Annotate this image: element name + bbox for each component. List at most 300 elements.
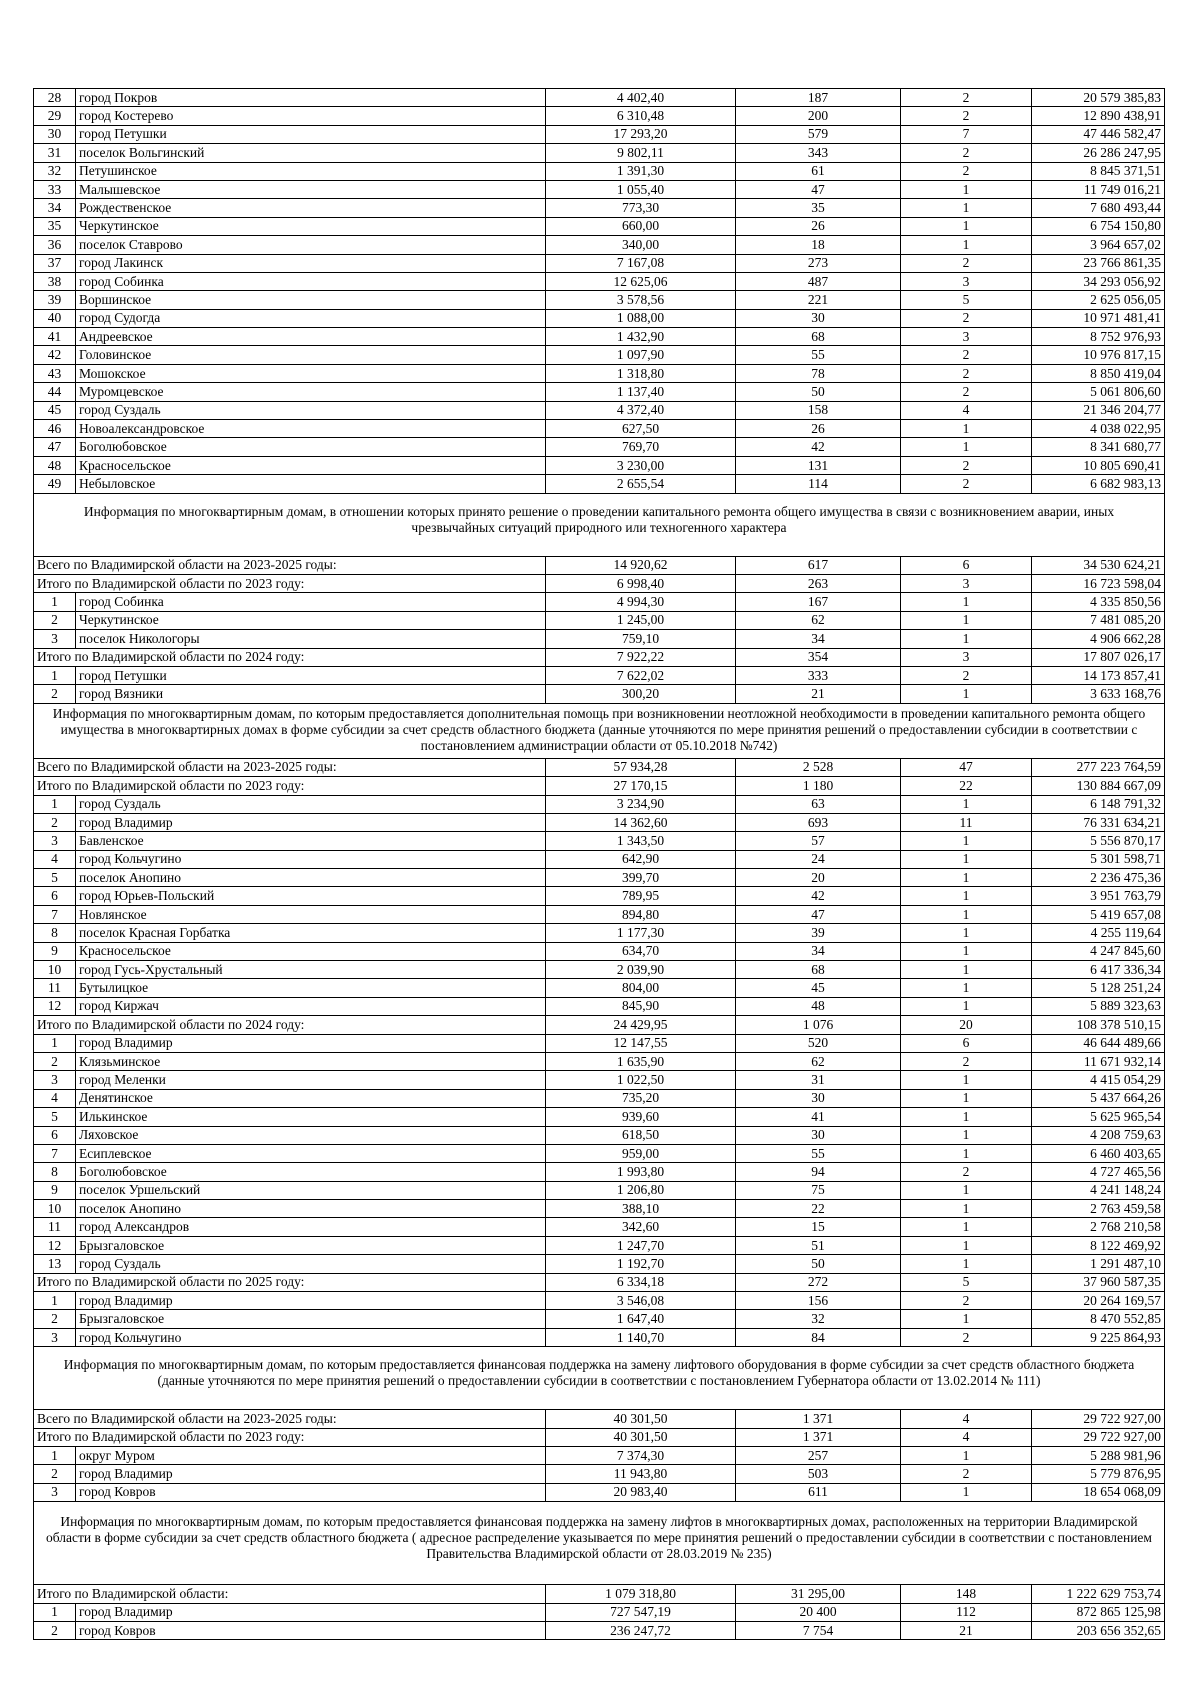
table-row — [34, 630, 1165, 648]
residents-cell: 35 — [736, 199, 901, 217]
row-number-cell: 43 — [34, 364, 76, 382]
residents-cell: 15 — [736, 1218, 901, 1236]
residents-cell: 78 — [736, 364, 901, 382]
cost-cell: 5 779 876,95 — [1032, 1465, 1165, 1483]
table-row — [34, 1052, 1165, 1070]
residents-cell: 131 — [736, 456, 901, 474]
cost-cell: 4 208 759,63 — [1032, 1126, 1165, 1144]
municipality-cell: город Александров — [76, 1218, 546, 1236]
cost-cell: 6 417 336,34 — [1032, 961, 1165, 979]
table-row — [34, 438, 1165, 456]
table-row — [34, 89, 1165, 107]
table-row — [34, 1328, 1165, 1346]
residents-cell: 39 — [736, 924, 901, 942]
houses-cell: 1 — [901, 1126, 1032, 1144]
row-number-cell: 2 — [34, 1621, 76, 1639]
table-row — [34, 1585, 1165, 1603]
cost-cell: 6 754 150,80 — [1032, 217, 1165, 235]
residents-cell: 156 — [736, 1292, 901, 1310]
area-cell: 1 079 318,80 — [546, 1585, 736, 1603]
cost-cell: 6 460 403,65 — [1032, 1144, 1165, 1162]
area-cell: 20 983,40 — [546, 1483, 736, 1501]
cost-cell: 23 766 861,35 — [1032, 254, 1165, 272]
cost-cell: 6 682 983,13 — [1032, 475, 1165, 493]
row-number-cell: 36 — [34, 236, 76, 254]
municipality-cell: Новоалександровское — [76, 420, 546, 438]
cost-cell: 2 625 056,05 — [1032, 291, 1165, 309]
houses-cell: 2 — [901, 254, 1032, 272]
houses-cell: 1 — [901, 630, 1032, 648]
municipality-cell: город Юрьев-Польский — [76, 887, 546, 905]
cost-cell: 130 884 667,09 — [1032, 777, 1165, 795]
table-row — [34, 254, 1165, 272]
municipality-cell: Илькинское — [76, 1108, 546, 1126]
table-row — [34, 593, 1165, 611]
cost-cell: 203 656 352,65 — [1032, 1621, 1165, 1639]
residents-cell: 354 — [736, 648, 901, 666]
cost-cell: 47 446 582,47 — [1032, 125, 1165, 143]
cost-cell: 8 752 976,93 — [1032, 328, 1165, 346]
area-cell: 7 374,30 — [546, 1447, 736, 1465]
residents-cell: 68 — [736, 328, 901, 346]
houses-cell: 11 — [901, 813, 1032, 831]
table-body — [34, 89, 1165, 1640]
section-note-row — [34, 1502, 1165, 1585]
table-row — [34, 997, 1165, 1015]
residents-cell: 693 — [736, 813, 901, 831]
row-number-cell: 3 — [34, 1328, 76, 1346]
municipality-cell: Денятинское — [76, 1089, 546, 1107]
cost-cell: 4 255 119,64 — [1032, 924, 1165, 942]
residents-cell: 18 — [736, 236, 901, 254]
total-label-cell: Всего по Владимирской области на 2023-2025 годы: — [34, 1410, 546, 1428]
residents-cell: 61 — [736, 162, 901, 180]
area-cell: 57 934,28 — [546, 758, 736, 776]
municipality-cell: город Суздаль — [76, 1255, 546, 1273]
document-page — [33, 88, 1164, 1640]
municipality-cell: Красносельское — [76, 942, 546, 960]
residents-cell: 503 — [736, 1465, 901, 1483]
houses-cell: 1 — [901, 1255, 1032, 1273]
houses-cell: 1 — [901, 832, 1032, 850]
row-number-cell: 39 — [34, 291, 76, 309]
houses-cell: 1 — [901, 438, 1032, 456]
houses-cell: 2 — [901, 475, 1032, 493]
area-cell: 1 097,90 — [546, 346, 736, 364]
houses-cell: 1 — [901, 942, 1032, 960]
houses-cell: 2 — [901, 1292, 1032, 1310]
municipality-cell: Небыловское — [76, 475, 546, 493]
area-cell: 727 547,19 — [546, 1603, 736, 1621]
municipality-cell: город Владимир — [76, 1292, 546, 1310]
houses-cell: 1 — [901, 236, 1032, 254]
cost-cell: 5 419 657,08 — [1032, 905, 1165, 923]
municipality-cell: Андреевское — [76, 328, 546, 346]
cost-cell: 2 768 210,58 — [1032, 1218, 1165, 1236]
cost-cell: 26 286 247,95 — [1032, 144, 1165, 162]
row-number-cell: 1 — [34, 1447, 76, 1465]
row-number-cell: 11 — [34, 979, 76, 997]
residents-cell: 187 — [736, 89, 901, 107]
row-number-cell: 1 — [34, 593, 76, 611]
cost-cell: 37 960 587,35 — [1032, 1273, 1165, 1291]
houses-cell: 1 — [901, 593, 1032, 611]
residents-cell: 62 — [736, 611, 901, 629]
houses-cell: 1 — [901, 1483, 1032, 1501]
residents-cell: 1 371 — [736, 1410, 901, 1428]
total-label-cell: Итого по Владимирской области по 2023 году: — [34, 1428, 546, 1446]
houses-cell: 2 — [901, 666, 1032, 684]
area-cell: 1 318,80 — [546, 364, 736, 382]
houses-cell: 2 — [901, 309, 1032, 327]
residents-cell: 20 400 — [736, 1603, 901, 1621]
residents-cell: 20 — [736, 869, 901, 887]
houses-cell: 7 — [901, 125, 1032, 143]
row-number-cell: 44 — [34, 383, 76, 401]
table-row — [34, 574, 1165, 592]
row-number-cell: 3 — [34, 1071, 76, 1089]
area-cell: 1 432,90 — [546, 328, 736, 346]
residents-cell: 41 — [736, 1108, 901, 1126]
houses-cell: 1 — [901, 1089, 1032, 1107]
section-note-row — [34, 493, 1165, 556]
table-row — [34, 777, 1165, 795]
area-cell: 735,20 — [546, 1089, 736, 1107]
section-note: Информация по многоквартирным домам, в отношении которых принято решение о проведении капитального ремонта общего имущества в связи с возникновением аварии, иных чрезвычайных ситуаций природного или техногенного характера — [34, 493, 1165, 556]
municipality-cell: Рождественское — [76, 199, 546, 217]
residents-cell: 50 — [736, 383, 901, 401]
cost-cell: 5 437 664,26 — [1032, 1089, 1165, 1107]
table-row — [34, 832, 1165, 850]
area-cell: 4 372,40 — [546, 401, 736, 419]
municipality-cell: город Собинка — [76, 272, 546, 290]
row-number-cell: 47 — [34, 438, 76, 456]
area-cell: 1 140,70 — [546, 1328, 736, 1346]
table-row — [34, 795, 1165, 813]
cost-cell: 20 264 169,57 — [1032, 1292, 1165, 1310]
municipality-cell: Боголюбовское — [76, 1163, 546, 1181]
table-row — [34, 1200, 1165, 1218]
table-row — [34, 1126, 1165, 1144]
row-number-cell: 13 — [34, 1255, 76, 1273]
row-number-cell: 34 — [34, 199, 76, 217]
table-row — [34, 611, 1165, 629]
residents-cell: 26 — [736, 420, 901, 438]
cost-cell: 34 293 056,92 — [1032, 272, 1165, 290]
residents-cell: 75 — [736, 1181, 901, 1199]
municipality-cell: поселок Ставрово — [76, 236, 546, 254]
municipality-cell: город Судогда — [76, 309, 546, 327]
area-cell: 1 635,90 — [546, 1052, 736, 1070]
municipality-cell: город Петушки — [76, 666, 546, 684]
row-number-cell: 7 — [34, 905, 76, 923]
table-row — [34, 1292, 1165, 1310]
table-row — [34, 456, 1165, 474]
table-row — [34, 1071, 1165, 1089]
row-number-cell: 1 — [34, 1034, 76, 1052]
houses-cell: 1 — [901, 850, 1032, 868]
municipality-cell: поселок Анопино — [76, 1200, 546, 1218]
table-row — [34, 1447, 1165, 1465]
houses-cell: 5 — [901, 291, 1032, 309]
cost-cell: 29 722 927,00 — [1032, 1410, 1165, 1428]
houses-cell: 4 — [901, 401, 1032, 419]
residents-cell: 57 — [736, 832, 901, 850]
municipality-cell: город Гусь-Хрустальный — [76, 961, 546, 979]
residents-cell: 55 — [736, 346, 901, 364]
area-cell: 789,95 — [546, 887, 736, 905]
residents-cell: 221 — [736, 291, 901, 309]
residents-cell: 31 — [736, 1071, 901, 1089]
cost-cell: 8 122 469,92 — [1032, 1236, 1165, 1254]
houses-cell: 20 — [901, 1016, 1032, 1034]
municipality-cell: Ляховское — [76, 1126, 546, 1144]
table-row — [34, 125, 1165, 143]
houses-cell: 1 — [901, 685, 1032, 703]
cost-cell: 8 470 552,85 — [1032, 1310, 1165, 1328]
residents-cell: 34 — [736, 942, 901, 960]
area-cell: 1 022,50 — [546, 1071, 736, 1089]
table-row — [34, 924, 1165, 942]
municipality-cell: Красносельское — [76, 456, 546, 474]
residents-cell: 2 528 — [736, 758, 901, 776]
municipality-cell: поселок Анопино — [76, 869, 546, 887]
table-row — [34, 291, 1165, 309]
houses-cell: 2 — [901, 1465, 1032, 1483]
municipality-cell: город Кольчугино — [76, 1328, 546, 1346]
cost-cell: 7 481 085,20 — [1032, 611, 1165, 629]
area-cell: 1 343,50 — [546, 832, 736, 850]
row-number-cell: 3 — [34, 832, 76, 850]
cost-cell: 29 722 927,00 — [1032, 1428, 1165, 1446]
row-number-cell: 37 — [34, 254, 76, 272]
area-cell: 4 994,30 — [546, 593, 736, 611]
residents-cell: 24 — [736, 850, 901, 868]
row-number-cell: 29 — [34, 107, 76, 125]
area-cell: 769,70 — [546, 438, 736, 456]
total-label-cell: Итого по Владимирской области по 2023 году: — [34, 574, 546, 592]
cost-cell: 872 865 125,98 — [1032, 1603, 1165, 1621]
houses-cell: 1 — [901, 905, 1032, 923]
area-cell: 388,10 — [546, 1200, 736, 1218]
row-number-cell: 11 — [34, 1218, 76, 1236]
houses-cell: 4 — [901, 1410, 1032, 1428]
table-row — [34, 887, 1165, 905]
section-note: Информация по многоквартирным домам, по которым предоставляется финансовая поддержка на замену лифтов в многоквартирных домах, расположенных на территории Владимирской области в форме субсидии за счет средств областного бюджета ( адресное распределение указывается по мере принятия решений о предоставлении субсидии в соответствии с постановлением Правительства Владимирской области от 28.03.2019 № 235) — [34, 1502, 1165, 1585]
houses-cell: 1 — [901, 1236, 1032, 1254]
row-number-cell: 2 — [34, 611, 76, 629]
row-number-cell: 8 — [34, 924, 76, 942]
area-cell: 300,20 — [546, 685, 736, 703]
area-cell: 11 943,80 — [546, 1465, 736, 1483]
houses-cell: 1 — [901, 1181, 1032, 1199]
table-row — [34, 1410, 1165, 1428]
total-label-cell: Итого по Владимирской области по 2023 году: — [34, 777, 546, 795]
municipality-cell: город Кольчугино — [76, 850, 546, 868]
table-row — [34, 1108, 1165, 1126]
total-label-cell: Всего по Владимирской области на 2023-2025 годы: — [34, 758, 546, 776]
residents-cell: 26 — [736, 217, 901, 235]
table-row — [34, 475, 1165, 493]
area-cell: 773,30 — [546, 199, 736, 217]
residents-cell: 263 — [736, 574, 901, 592]
houses-cell: 1 — [901, 795, 1032, 813]
municipality-cell: город Покров — [76, 89, 546, 107]
row-number-cell: 2 — [34, 813, 76, 831]
area-cell: 1 391,30 — [546, 162, 736, 180]
residents-cell: 1 371 — [736, 1428, 901, 1446]
municipality-cell: город Ковров — [76, 1483, 546, 1501]
cost-cell: 12 890 438,91 — [1032, 107, 1165, 125]
cost-cell: 5 061 806,60 — [1032, 383, 1165, 401]
row-number-cell: 9 — [34, 942, 76, 960]
residents-cell: 21 — [736, 685, 901, 703]
houses-cell: 1 — [901, 611, 1032, 629]
houses-cell: 1 — [901, 1071, 1032, 1089]
area-cell: 1 647,40 — [546, 1310, 736, 1328]
houses-cell: 2 — [901, 346, 1032, 364]
total-label-cell: Итого по Владимирской области по 2025 году: — [34, 1273, 546, 1291]
houses-cell: 112 — [901, 1603, 1032, 1621]
area-cell: 1 088,00 — [546, 309, 736, 327]
area-cell: 939,60 — [546, 1108, 736, 1126]
area-cell: 27 170,15 — [546, 777, 736, 795]
table-row — [34, 199, 1165, 217]
residents-cell: 45 — [736, 979, 901, 997]
houses-cell: 3 — [901, 648, 1032, 666]
row-number-cell: 40 — [34, 309, 76, 327]
area-cell: 342,60 — [546, 1218, 736, 1236]
table-row — [34, 1089, 1165, 1107]
row-number-cell: 49 — [34, 475, 76, 493]
area-cell: 759,10 — [546, 630, 736, 648]
houses-cell: 2 — [901, 383, 1032, 401]
row-number-cell: 48 — [34, 456, 76, 474]
houses-cell: 1 — [901, 217, 1032, 235]
row-number-cell: 2 — [34, 1465, 76, 1483]
municipality-cell: город Меленки — [76, 1071, 546, 1089]
area-cell: 618,50 — [546, 1126, 736, 1144]
area-cell: 9 802,11 — [546, 144, 736, 162]
cost-cell: 4 241 148,24 — [1032, 1181, 1165, 1199]
municipality-cell: Боголюбовское — [76, 438, 546, 456]
municipality-cell: город Киржач — [76, 997, 546, 1015]
cost-cell: 4 247 845,60 — [1032, 942, 1165, 960]
residents-cell: 55 — [736, 1144, 901, 1162]
cost-cell: 1 222 629 753,74 — [1032, 1585, 1165, 1603]
municipality-cell: поселок Красная Горбатка — [76, 924, 546, 942]
houses-cell: 1 — [901, 979, 1032, 997]
total-label-cell: Итого по Владимирской области: — [34, 1585, 546, 1603]
row-number-cell: 6 — [34, 887, 76, 905]
residents-cell: 272 — [736, 1273, 901, 1291]
row-number-cell: 10 — [34, 1200, 76, 1218]
area-cell: 1 993,80 — [546, 1163, 736, 1181]
area-cell: 642,90 — [546, 850, 736, 868]
area-cell: 3 234,90 — [546, 795, 736, 813]
residents-cell: 579 — [736, 125, 901, 143]
houses-cell: 4 — [901, 1428, 1032, 1446]
area-cell: 845,90 — [546, 997, 736, 1015]
area-cell: 340,00 — [546, 236, 736, 254]
residents-cell: 30 — [736, 1126, 901, 1144]
cost-cell: 4 727 465,56 — [1032, 1163, 1165, 1181]
residents-cell: 343 — [736, 144, 901, 162]
residents-cell: 48 — [736, 997, 901, 1015]
table-row — [34, 1016, 1165, 1034]
area-cell: 959,00 — [546, 1144, 736, 1162]
residents-cell: 1 180 — [736, 777, 901, 795]
area-cell: 7 622,02 — [546, 666, 736, 684]
residents-cell: 63 — [736, 795, 901, 813]
table-row — [34, 328, 1165, 346]
cost-cell: 2 236 475,36 — [1032, 869, 1165, 887]
cost-cell: 21 346 204,77 — [1032, 401, 1165, 419]
houses-cell: 3 — [901, 328, 1032, 346]
row-number-cell: 2 — [34, 685, 76, 703]
houses-cell: 22 — [901, 777, 1032, 795]
cost-cell: 76 331 634,21 — [1032, 813, 1165, 831]
cost-cell: 3 633 168,76 — [1032, 685, 1165, 703]
cost-cell: 8 850 419,04 — [1032, 364, 1165, 382]
houses-cell: 2 — [901, 89, 1032, 107]
cost-cell: 46 644 489,66 — [1032, 1034, 1165, 1052]
table-row — [34, 850, 1165, 868]
area-cell: 6 334,18 — [546, 1273, 736, 1291]
row-number-cell: 1 — [34, 1292, 76, 1310]
area-cell: 40 301,50 — [546, 1410, 736, 1428]
residents-cell: 42 — [736, 438, 901, 456]
houses-cell: 1 — [901, 997, 1032, 1015]
cost-cell: 5 288 981,96 — [1032, 1447, 1165, 1465]
row-number-cell: 10 — [34, 961, 76, 979]
total-label-cell: Всего по Владимирской области на 2023-2025 годы: — [34, 556, 546, 574]
cost-cell: 5 625 965,54 — [1032, 1108, 1165, 1126]
residents-cell: 50 — [736, 1255, 901, 1273]
cost-cell: 10 976 817,15 — [1032, 346, 1165, 364]
residents-cell: 47 — [736, 905, 901, 923]
municipality-cell: Петушинское — [76, 162, 546, 180]
residents-cell: 273 — [736, 254, 901, 272]
municipality-cell: Бавленское — [76, 832, 546, 850]
municipality-cell: Есиплевское — [76, 1144, 546, 1162]
houses-cell: 2 — [901, 1163, 1032, 1181]
cost-cell: 4 906 662,28 — [1032, 630, 1165, 648]
municipality-cell: Брызгаловское — [76, 1310, 546, 1328]
cost-cell: 20 579 385,83 — [1032, 89, 1165, 107]
cost-cell: 17 807 026,17 — [1032, 648, 1165, 666]
area-cell: 399,70 — [546, 869, 736, 887]
table-row — [34, 869, 1165, 887]
table-row — [34, 1621, 1165, 1639]
residents-cell: 7 754 — [736, 1621, 901, 1639]
residents-cell: 487 — [736, 272, 901, 290]
row-number-cell: 42 — [34, 346, 76, 364]
row-number-cell: 3 — [34, 630, 76, 648]
houses-cell: 1 — [901, 1218, 1032, 1236]
municipality-cell: город Костерево — [76, 107, 546, 125]
municipality-cell: Муромцевское — [76, 383, 546, 401]
table-row — [34, 346, 1165, 364]
houses-cell: 1 — [901, 199, 1032, 217]
area-cell: 3 546,08 — [546, 1292, 736, 1310]
table-row — [34, 162, 1165, 180]
cost-cell: 10 805 690,41 — [1032, 456, 1165, 474]
municipality-cell: город Лакинск — [76, 254, 546, 272]
houses-cell: 1 — [901, 961, 1032, 979]
residents-cell: 114 — [736, 475, 901, 493]
table-row — [34, 1255, 1165, 1273]
